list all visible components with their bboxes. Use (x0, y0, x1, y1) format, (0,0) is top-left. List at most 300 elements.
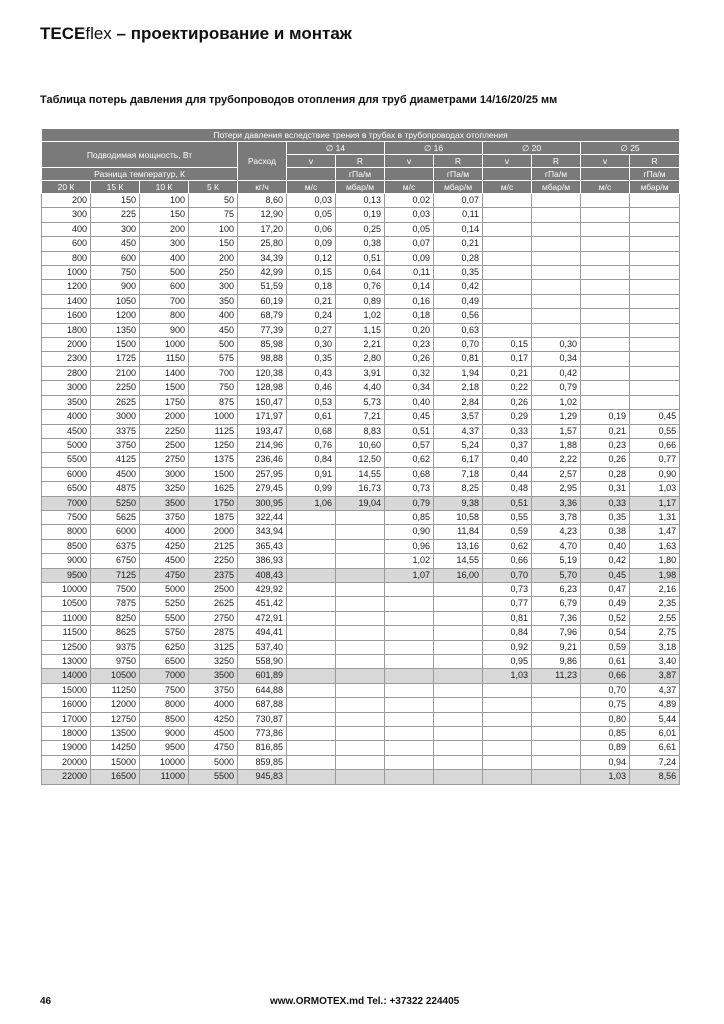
table-cell: 0,77 (630, 453, 680, 467)
table-cell: 3000 (140, 467, 189, 481)
unit-header: 10 К (140, 181, 189, 194)
table-row (42, 582, 680, 596)
table-cell (287, 655, 336, 669)
table-row (42, 640, 680, 654)
unit-header: мбар/м (630, 181, 680, 194)
table-cell: 0,03 (385, 208, 434, 222)
table-cell: 0,42 (532, 366, 581, 380)
table-cell: 11000 (140, 770, 189, 784)
table-cell (483, 323, 532, 337)
table-cell: 0,55 (630, 424, 680, 438)
table-cell: 8000 (140, 698, 189, 712)
table-cell (630, 237, 680, 251)
table-row (42, 568, 680, 582)
table-cell (532, 683, 581, 697)
table-cell: 0,26 (483, 395, 532, 409)
table-cell: 0,73 (483, 582, 532, 596)
table-cell: 9500 (42, 568, 91, 582)
table-cell: 0,70 (581, 683, 630, 697)
table-cell: 5000 (42, 438, 91, 452)
table-cell: 5625 (91, 510, 140, 524)
table-cell: 1,98 (630, 568, 680, 582)
table-cell: 4500 (91, 467, 140, 481)
table-cell: 600 (91, 251, 140, 265)
table-cell (581, 395, 630, 409)
table-cell (532, 222, 581, 236)
table-cell: 0,38 (581, 525, 630, 539)
table-cell: 7875 (91, 597, 140, 611)
table-cell: 2000 (189, 525, 238, 539)
table-cell (385, 597, 434, 611)
table-cell: 0,11 (434, 208, 483, 222)
table-cell: 5500 (189, 770, 238, 784)
table-cell: 20000 (42, 755, 91, 769)
table-cell: 17000 (42, 712, 91, 726)
table-cell: 0,55 (483, 510, 532, 524)
table-cell: 0,35 (434, 266, 483, 280)
table-cell: 0,18 (287, 280, 336, 294)
table-cell: 9,86 (532, 655, 581, 669)
pressure-loss-table (41, 128, 680, 785)
table-cell (532, 741, 581, 755)
table-cell: 7500 (42, 510, 91, 524)
table-cell: 0,34 (532, 352, 581, 366)
table-cell (385, 611, 434, 625)
table-cell: 4125 (91, 453, 140, 467)
table-row (42, 770, 680, 784)
table-cell: 2250 (91, 381, 140, 395)
table-cell: 12,50 (336, 453, 385, 467)
table-cell: 0,07 (434, 194, 483, 208)
table-cell (483, 755, 532, 769)
table-row (42, 309, 680, 323)
table-cell: 0,31 (581, 482, 630, 496)
table-cell: 3250 (189, 655, 238, 669)
table-cell: 200 (140, 222, 189, 236)
r-header: R (532, 155, 581, 168)
table-cell: 700 (140, 294, 189, 308)
table-cell: 150 (189, 237, 238, 251)
table-cell: 0,40 (385, 395, 434, 409)
table-cell: 600 (42, 237, 91, 251)
table-cell (385, 640, 434, 654)
table-cell: 0,23 (385, 338, 434, 352)
table-cell (336, 597, 385, 611)
table-cell (532, 755, 581, 769)
table-cell: 0,84 (287, 453, 336, 467)
table-cell: 1,47 (630, 525, 680, 539)
table-cell: 4500 (42, 424, 91, 438)
table-cell: 400 (140, 251, 189, 265)
table-cell: 3500 (42, 395, 91, 409)
table-cell: 9375 (91, 640, 140, 654)
table-cell: 0,33 (483, 424, 532, 438)
table-row (42, 208, 680, 222)
table-cell: 0,25 (336, 222, 385, 236)
table-cell: 644,88 (238, 683, 287, 697)
table-cell (532, 323, 581, 337)
table-cell: 1500 (189, 467, 238, 481)
table-cell: 14,55 (336, 467, 385, 481)
table-cell: 50 (189, 194, 238, 208)
table-cell: 2,55 (630, 611, 680, 625)
table-cell: 7500 (140, 683, 189, 697)
table-cell: 0,59 (483, 525, 532, 539)
table-cell: 150,47 (238, 395, 287, 409)
table-cell: 0,40 (483, 453, 532, 467)
table-cell: 100 (189, 222, 238, 236)
table-cell: 0,53 (287, 395, 336, 409)
r-header: R (630, 155, 680, 168)
table-cell (630, 352, 680, 366)
empty-header-cell (581, 168, 630, 181)
table-cell: 0,43 (287, 366, 336, 380)
table-cell: 1,15 (336, 323, 385, 337)
table-cell (336, 539, 385, 553)
table-cell: 0,70 (434, 338, 483, 352)
table-cell: 1,02 (385, 554, 434, 568)
table-cell: 5,73 (336, 395, 385, 409)
table-cell (483, 698, 532, 712)
table-cell (385, 755, 434, 769)
table-cell: 16,73 (336, 482, 385, 496)
table-row (42, 251, 680, 265)
r-header: R (336, 155, 385, 168)
table-cell (630, 294, 680, 308)
table-cell: 6500 (140, 655, 189, 669)
v-header: v (581, 155, 630, 168)
table-cell (483, 770, 532, 784)
table-cell: 7125 (91, 568, 140, 582)
table-cell: 3000 (91, 410, 140, 424)
table-cell: 4,40 (336, 381, 385, 395)
table-cell (336, 669, 385, 683)
table-cell: 4500 (189, 727, 238, 741)
table-row (42, 539, 680, 553)
table-cell: 7,18 (434, 467, 483, 481)
table-cell (483, 727, 532, 741)
table-cell: 0,68 (385, 467, 434, 481)
table-cell: 9000 (42, 554, 91, 568)
diameter-16-header: ∅ 16 (385, 142, 483, 155)
table-cell: 6000 (91, 525, 140, 539)
table-cell: 6,61 (630, 741, 680, 755)
table-cell: 3750 (91, 438, 140, 452)
table-cell: 2,80 (336, 352, 385, 366)
table-cell: 19,04 (336, 496, 385, 510)
table-cell (434, 727, 483, 741)
table-cell: 1,63 (630, 539, 680, 553)
table-cell: 0,34 (385, 381, 434, 395)
table-cell: 12,90 (238, 208, 287, 222)
table-cell: 0,29 (483, 410, 532, 424)
table-cell: 200 (189, 251, 238, 265)
table-cell: 3,18 (630, 640, 680, 654)
table-row (42, 424, 680, 438)
table-row (42, 338, 680, 352)
v-header: v (287, 155, 336, 168)
table-cell: 1,31 (630, 510, 680, 524)
table-cell: 75 (189, 208, 238, 222)
unit-header: 20 К (42, 181, 91, 194)
table-row (42, 453, 680, 467)
temp-diff-header: Разница температур, К (42, 168, 238, 181)
table-cell: 1,17 (630, 496, 680, 510)
table-cell: 0,13 (336, 194, 385, 208)
table-cell: 0,99 (287, 482, 336, 496)
table-cell: 8,25 (434, 482, 483, 496)
table-cell: 0,18 (385, 309, 434, 323)
r-unit-header: гПа/м (336, 168, 385, 181)
r-unit-header: гПа/м (434, 168, 483, 181)
r-unit-header: гПа/м (532, 168, 581, 181)
table-cell (532, 712, 581, 726)
table-cell: 150 (91, 194, 140, 208)
table-cell: 0,03 (287, 194, 336, 208)
table-cell: 2,18 (434, 381, 483, 395)
table-cell: 494,41 (238, 626, 287, 640)
table-cell: 1500 (91, 338, 140, 352)
table-cell (532, 770, 581, 784)
table-cell: 400 (189, 309, 238, 323)
table-cell (287, 611, 336, 625)
table-cell: 730,87 (238, 712, 287, 726)
table-cell (336, 712, 385, 726)
table-cell: 0,94 (581, 755, 630, 769)
table-cell: 10500 (91, 669, 140, 683)
table-cell (385, 712, 434, 726)
table-cell: 0,21 (287, 294, 336, 308)
table-cell: 0,84 (483, 626, 532, 640)
table-cell: 8000 (42, 525, 91, 539)
table-cell: 4500 (140, 554, 189, 568)
table-cell: 13000 (42, 655, 91, 669)
table-cell: 0,11 (385, 266, 434, 280)
table-cell: 0,80 (581, 712, 630, 726)
table-cell: 8250 (91, 611, 140, 625)
table-cell (581, 194, 630, 208)
table-cell: 3,36 (532, 496, 581, 510)
table-cell (336, 755, 385, 769)
table-cell: 0,54 (581, 626, 630, 640)
table-cell: 0,40 (581, 539, 630, 553)
table-cell: 0,61 (287, 410, 336, 424)
table-cell: 1,03 (630, 482, 680, 496)
table-cell: 12500 (42, 640, 91, 654)
table-cell: 450 (91, 237, 140, 251)
table-cell: 7000 (140, 669, 189, 683)
table-cell (287, 539, 336, 553)
empty-header-cell (483, 168, 532, 181)
table-cell: 11000 (42, 611, 91, 625)
table-cell: 6250 (140, 640, 189, 654)
table-cell: 9750 (91, 655, 140, 669)
table-cell: 11500 (42, 626, 91, 640)
table-cell: 0,76 (336, 280, 385, 294)
table-cell: 9500 (140, 741, 189, 755)
table-cell: 2,57 (532, 467, 581, 481)
table-cell (385, 626, 434, 640)
table-cell: 0,32 (385, 366, 434, 380)
table-cell: 0,35 (581, 510, 630, 524)
diameter-20-header: ∅ 20 (483, 142, 581, 155)
table-cell: 5250 (91, 496, 140, 510)
table-cell (630, 251, 680, 265)
table-cell (336, 727, 385, 741)
table-cell: 0,06 (287, 222, 336, 236)
table-cell: 0,95 (483, 655, 532, 669)
table-cell: 60,19 (238, 294, 287, 308)
table-cell: 4750 (189, 741, 238, 755)
page-number: 46 (40, 996, 52, 1007)
table-cell: 900 (91, 280, 140, 294)
table-cell: 0,05 (287, 208, 336, 222)
table-cell (581, 381, 630, 395)
table-cell: 250 (189, 266, 238, 280)
table-cell (581, 251, 630, 265)
table-cell (287, 727, 336, 741)
table-cell: 3750 (140, 510, 189, 524)
table-cell: 1,02 (336, 309, 385, 323)
table-cell: 1350 (91, 323, 140, 337)
table-cell: 4,23 (532, 525, 581, 539)
table-cell: 1875 (189, 510, 238, 524)
table-cell: 214,96 (238, 438, 287, 452)
table-cell: 0,66 (630, 438, 680, 452)
table-row (42, 727, 680, 741)
table-cell: 100 (140, 194, 189, 208)
table-cell: 1,57 (532, 424, 581, 438)
table-cell: 300,95 (238, 496, 287, 510)
table-cell: 2250 (140, 424, 189, 438)
table-row (42, 597, 680, 611)
table-cell (630, 381, 680, 395)
table-cell: 9,38 (434, 496, 483, 510)
table-cell: 0,21 (581, 424, 630, 438)
table-cell (581, 222, 630, 236)
unit-header: мбар/м (532, 181, 581, 194)
table-cell (483, 251, 532, 265)
table-cell (336, 640, 385, 654)
table-cell: 25,80 (238, 237, 287, 251)
table-cell: 3,57 (434, 410, 483, 424)
table-cell: 2375 (189, 568, 238, 582)
table-cell: 0,21 (483, 366, 532, 380)
table-cell (483, 237, 532, 251)
table-cell: 3,87 (630, 669, 680, 683)
table-cell: 0,12 (287, 251, 336, 265)
table-row (42, 410, 680, 424)
table-cell: 42,99 (238, 266, 287, 280)
unit-header: кг/ч (238, 181, 287, 194)
table-cell (385, 683, 434, 697)
table-cell: 3125 (189, 640, 238, 654)
table-cell: 85,98 (238, 338, 287, 352)
table-cell: 16000 (42, 698, 91, 712)
table-cell: 0,15 (483, 338, 532, 352)
table-cell (532, 294, 581, 308)
table-cell: 7,24 (630, 755, 680, 769)
table-cell: 200 (42, 194, 91, 208)
table-cell: 2875 (189, 626, 238, 640)
table-cell: 0,33 (581, 496, 630, 510)
table-cell: 0,20 (385, 323, 434, 337)
table-cell: 0,28 (581, 467, 630, 481)
table-cell: 0,81 (483, 611, 532, 625)
table-cell: 0,45 (630, 410, 680, 424)
table-cell: 4000 (42, 410, 91, 424)
table-cell: 77,39 (238, 323, 287, 337)
table-cell: 900 (140, 323, 189, 337)
table-cell: 0,09 (385, 251, 434, 265)
r-unit-header: гПа/м (630, 168, 680, 181)
table-cell: 0,66 (581, 669, 630, 683)
table-cell (336, 554, 385, 568)
diameter-14-header: ∅ 14 (287, 142, 385, 155)
table-cell (385, 655, 434, 669)
table-cell (630, 395, 680, 409)
table-cell: 51,59 (238, 280, 287, 294)
table-cell: 1,07 (385, 568, 434, 582)
table-cell: 750 (91, 266, 140, 280)
table-cell: 601,89 (238, 669, 287, 683)
table-cell: 236,46 (238, 453, 287, 467)
table-cell: 5,44 (630, 712, 680, 726)
table-cell (434, 698, 483, 712)
table-cell: 0,16 (385, 294, 434, 308)
table-row (42, 352, 680, 366)
table-cell: 300 (91, 222, 140, 236)
table-cell: 1375 (189, 453, 238, 467)
table-cell: 1,03 (483, 669, 532, 683)
table-cell: 0,73 (385, 482, 434, 496)
table-cell (581, 338, 630, 352)
table-cell (532, 208, 581, 222)
table-cell: 1725 (91, 352, 140, 366)
table-cell: 193,47 (238, 424, 287, 438)
table-cell: 1150 (140, 352, 189, 366)
table-cell: 2300 (42, 352, 91, 366)
table-cell: 120,38 (238, 366, 287, 380)
r-header: R (434, 155, 483, 168)
table-cell: 1750 (140, 395, 189, 409)
table-cell: 0,92 (483, 640, 532, 654)
table-cell: 0,51 (483, 496, 532, 510)
empty-header-cell (385, 168, 434, 181)
table-cell: 0,19 (336, 208, 385, 222)
table-cell: 4250 (140, 539, 189, 553)
table-cell (287, 525, 336, 539)
table-cell (434, 741, 483, 755)
table-cell: 3,91 (336, 366, 385, 380)
table-cell: 16500 (91, 770, 140, 784)
table-row (42, 266, 680, 280)
table-cell: 700 (189, 366, 238, 380)
power-header: Подводимая мощность, Вт (42, 142, 238, 168)
v-header: v (385, 155, 434, 168)
table-cell: 0,38 (336, 237, 385, 251)
table-cell: 687,88 (238, 698, 287, 712)
table-cell (630, 338, 680, 352)
table-cell: 1800 (42, 323, 91, 337)
brand-suffix: flex (85, 24, 112, 43)
table-cell (630, 366, 680, 380)
table-cell: 17,20 (238, 222, 287, 236)
table-cell: 68,79 (238, 309, 287, 323)
table-cell: 12750 (91, 712, 140, 726)
table-cell: 6500 (42, 482, 91, 496)
table-cell: 4000 (189, 698, 238, 712)
